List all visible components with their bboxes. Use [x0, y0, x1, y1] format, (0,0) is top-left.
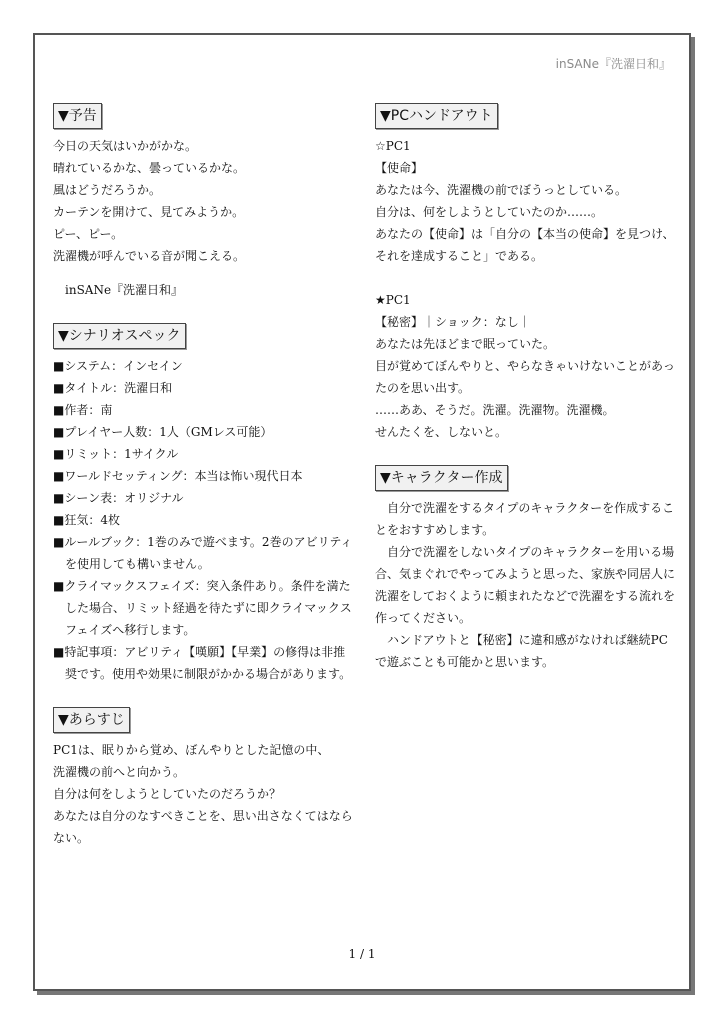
character-paragraph: 自分で洗濯をしないタイプのキャラクターを用いる場合、気まぐれでやってみようと思った、家族や同居人に洗濯をしておくように頼まれたなどで洗濯をする流れを作ってください。 — [375, 545, 676, 625]
handout-secret-line: あなたは先ほどまで眠っていた。 — [375, 337, 556, 351]
handout-heading: ▼PCハンドアウト — [375, 103, 498, 129]
character-paragraph: ハンドアウトと【秘密】に違和感がなければ継続PCで遊ぶことも可能かと思います。 — [375, 633, 668, 669]
synopsis-line: PC1は、眠りから覚め、ぼんやりとした記憶の中、 — [53, 743, 330, 757]
preview-line: 今日の天気はいかがかな。 — [53, 139, 198, 153]
preview-line: 風はどうだろうか。 — [53, 183, 162, 197]
handout-secret-label: 【秘密】｜ショック：なし｜ — [375, 315, 531, 329]
spec-heading: ▼シナリオスペック — [53, 323, 186, 349]
spec-item: ■シーン表：オリジナル — [53, 491, 184, 505]
handout-mission-line: 自分は、何をしようとしていたのか……。 — [375, 205, 604, 219]
right-column — [375, 103, 675, 673]
preview-line: 洗濯機が呼んでいる音が聞こえる。 — [53, 249, 246, 263]
spec-item: ■ルールブック：1巻のみで遊べます。2巻のアビリティを使用しても構いません。 — [53, 535, 353, 571]
handout-mission-label: 【使命】 — [375, 161, 424, 175]
handout-secret-line: せんたくを、しないと。 — [375, 425, 508, 439]
preview-line: ピー、ピー。 — [53, 227, 124, 241]
handout-secret-line: ……ああ、そうだ。洗濯。洗濯物。洗濯機。 — [375, 403, 615, 417]
handout-mission-line: あなたの【使命】は「自分の【本当の使命】を見つけ、それを達成すること」である。 — [375, 227, 675, 263]
synopsis-line: 自分は何をしようとしていたのだろうか？ — [53, 787, 282, 801]
spec-item: ■リミット：1サイクル — [53, 447, 179, 461]
synopsis-line: 洗濯機の前へと向かう。 — [53, 765, 186, 779]
synopsis-heading: ▼あらすじ — [53, 707, 130, 733]
synopsis-line: あなたは自分のなすべきことを、思い出さなくてはならない。 — [53, 809, 353, 845]
page-number: 1 / 1 — [348, 947, 376, 961]
spec-item: ■特記事項：アビリティ【嘆願】【早業】の修得は非推奨です。使用や効果に制限がかかる場合があります。 — [53, 645, 352, 681]
preview-heading: ▼予告 — [53, 103, 102, 129]
handout-pc1-title: ☆PC1 — [375, 139, 411, 153]
preview-line: カーテンを開けて、見てみようか。 — [53, 205, 245, 219]
spec-item: ■クライマックスフェイズ：突入条件あり。条件を満たした場合、リミット経過を待たずに即クライマックスフェイズへ移行します。 — [53, 579, 352, 637]
preview-line: 晴れているかな、曇っているかな。 — [53, 161, 246, 175]
handout-secret-title: ★PC1 — [375, 293, 411, 307]
handout-secret-line: 目が覚めてぼんやりと、やらなきゃいけないことがあったのを思い出す。 — [375, 359, 675, 395]
character-paragraph: 自分で洗濯をするタイプのキャラクターを作成することをおすすめします。 — [375, 501, 675, 537]
spec-item: ■ワールドセッティング：本当は怖い現代日本 — [53, 469, 303, 483]
character-heading: ▼キャラクター作成 — [375, 465, 508, 491]
spec-item: ■タイトル：洗濯日和 — [53, 381, 173, 395]
spec-item: ■狂気：4枚 — [53, 513, 120, 527]
preview-signature: inSANe『洗濯日和』 — [65, 283, 184, 297]
left-column — [53, 103, 353, 849]
spec-item: ■作者：南 — [53, 403, 113, 417]
spec-item: ■プレイヤー人数：1人（GMレス可能） — [53, 425, 273, 439]
document-page — [33, 33, 691, 991]
page-header: inSANe『洗濯日和』 — [555, 57, 671, 71]
spec-item: ■システム：インセイン — [53, 359, 183, 373]
handout-mission-line: あなたは今、洗濯機の前でぼうっとしている。 — [375, 183, 628, 197]
